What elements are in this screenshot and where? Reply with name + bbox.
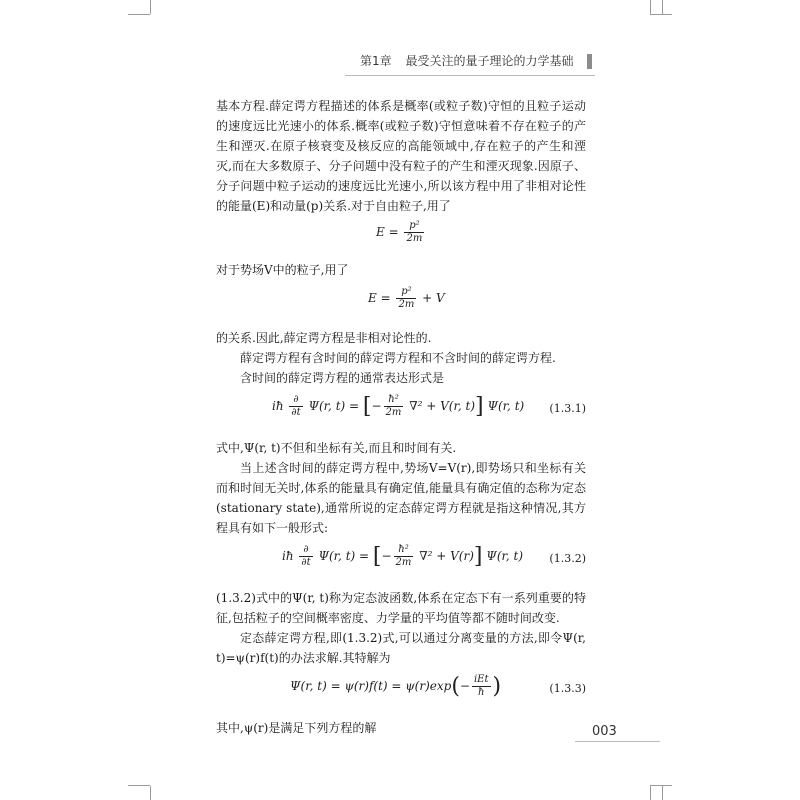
equation-1-3-3: Ψ(r, t) = ψ(r)f(t) = ψ(r)exp(− $\frac{\text{iEt}}{ħ}$ ) (1.3.3): [290, 674, 586, 699]
crop-mark: [650, 14, 672, 15]
page-number: 003: [592, 724, 617, 739]
paragraph: (1.3.2)式中的Ψ(r, t)称为定态波函数,体系在定态下有一系列重要的特征,包括粒子的空间概率密度、力学量的平均值等都不随时间改变.: [216, 591, 586, 625]
crop-mark: [150, 786, 151, 800]
equation-number: (1.3.3): [549, 682, 586, 695]
paragraph: 的关系.因此,薛定谔方程是非相对论性的.: [216, 331, 432, 345]
crop-mark: [150, 0, 151, 14]
header-bar: [587, 54, 592, 69]
fraction: $\frac{\text{ħ²}}{2m}$: [395, 544, 412, 568]
equation-free-particle: E = $\frac{\text{p²}}{2m}$: [376, 220, 423, 244]
crop-mark: [662, 0, 663, 14]
crop-mark: [128, 14, 150, 15]
fraction: $\frac{\partial}{\partial t}$: [291, 394, 301, 418]
running-header: [360, 52, 592, 72]
paragraph: 基本方程.薛定谔方程描述的体系是概率(或粒子数)守恒的且粒子运动的速度远比光速小的体系.概率(或粒子数)守恒意味着不存在粒子的产生和湮灭.在原子核衰变及核反应的高能领域中,存在粒子的产生和湮灭,而在大多数原子、分子问题中没有粒子的产生和湮灭现象.因原子、分子问题中粒子运动的速度远比光速小,所以该方程中用了非相对论性的能量(E)和动量(p)关系.对于自由粒子,用了: [216, 99, 586, 213]
header-rule: [345, 75, 595, 76]
paragraph: 式中,Ψ(r, t)不但和坐标有关,而且和时间有关.: [216, 441, 457, 455]
fraction: $\frac{\partial}{\partial t}$: [301, 544, 311, 568]
paragraph: 其中,ψ(r)是满足下列方程的解: [216, 721, 377, 735]
footer-rule: [575, 741, 660, 742]
equation-1-3-2: iħ $\frac{\partial}{\partial t}$ Ψ(r, t) = [− $\frac{\text{ħ²}}{2m}$ ∇² + V(r)] Ψ(r, t) (1.3.2): [282, 544, 586, 569]
fraction: $\frac{\text{p²}}{2m}$: [406, 220, 423, 244]
equation-1-3-1: iħ $\frac{\partial}{\partial t}$ Ψ(r, t) = [− $\frac{\text{ħ²}}{2m}$ ∇² + V(r, t)] Ψ(r, t) (1.3.1): [272, 394, 586, 419]
paragraph: 薛定谔方程有含时间的薛定谔方程和不含时间的薛定谔方程.: [240, 351, 556, 365]
paragraph: 当上述含时间的薛定谔方程中,势场V=V(r),即势场只和坐标有关而和时间无关时,体系的能量具有确定值,能量具有确定值的态称为定态(stationary state),通常所说的定态薛定谔方程就是指这种情况,其方程具有如下一般形式:: [216, 461, 586, 535]
fraction: $\frac{\text{p²}}{2m}$: [398, 286, 415, 310]
chapter-label: 第1章: [360, 54, 392, 68]
paragraph: 含时间的薛定谔方程的通常表达形式是: [240, 371, 445, 385]
fraction: $\frac{\text{ħ²}}{2m}$: [385, 394, 402, 418]
equation-number: (1.3.2): [549, 552, 586, 565]
page-body: [216, 96, 586, 738]
crop-mark: [650, 785, 672, 786]
equation-potential: E = $\frac{\text{p²}}{2m}$ + V: [368, 286, 445, 310]
paragraph: 对于势场V中的粒子,用了: [216, 263, 349, 277]
crop-mark: [128, 785, 150, 786]
crop-mark: [650, 786, 651, 800]
paragraph: 定态薛定谔方程,即(1.3.2)式,可以通过分离变量的方法,即令Ψ(r, t)=ψ(r)f(t)的办法求解.其特解为: [216, 631, 586, 665]
fraction: $\frac{\text{iEt}}{ħ}$: [473, 674, 489, 698]
chapter-title: 最受关注的量子理论的力学基础: [405, 54, 574, 68]
crop-mark: [650, 0, 651, 14]
crop-mark: [662, 786, 663, 800]
equation-number: (1.3.1): [549, 402, 586, 415]
